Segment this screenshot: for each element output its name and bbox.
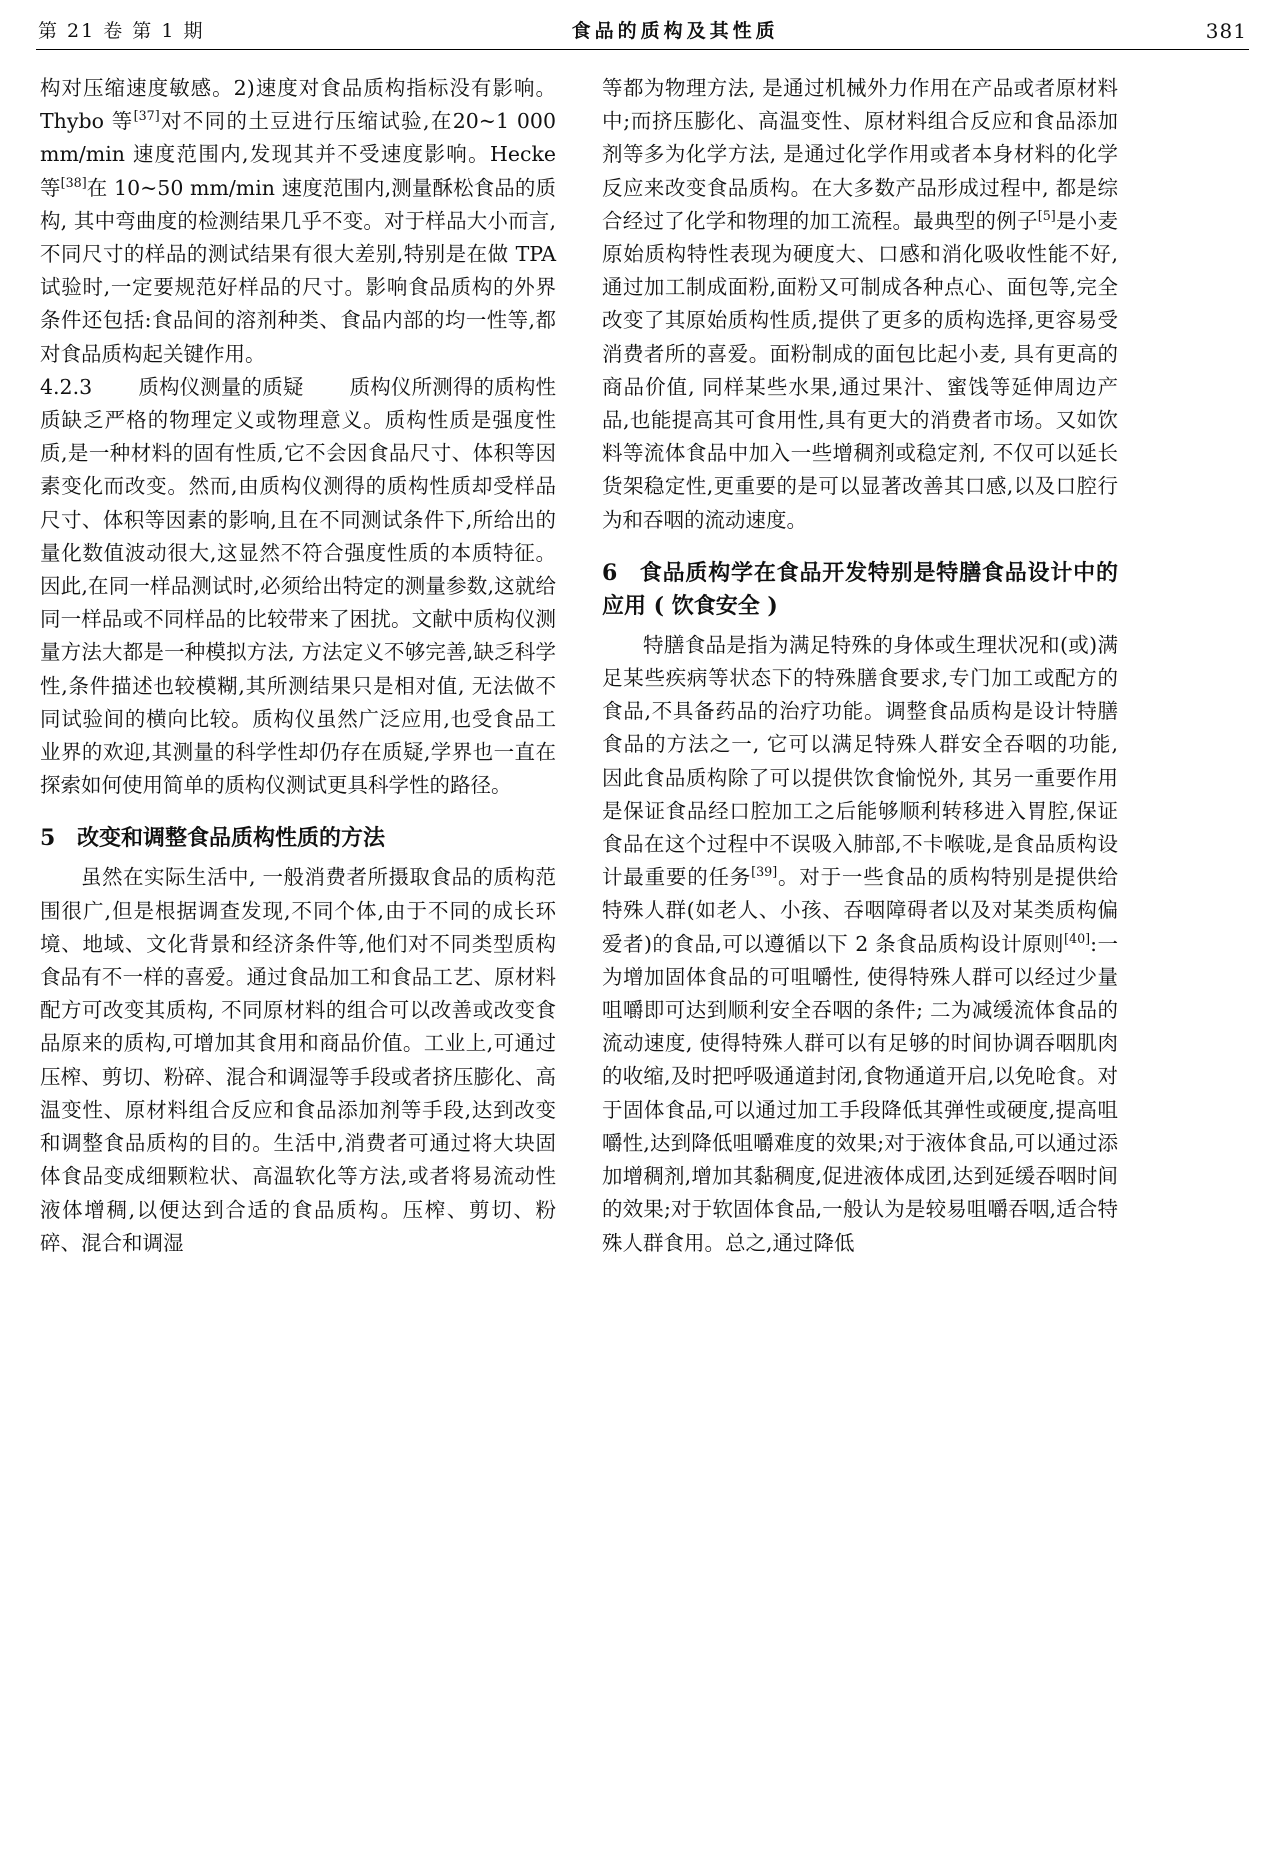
paragraph-text: 质构仪所测得的质构性质缺乏严格的物理定义或物理意义。质构性质是强度性质,是一种材料的固有性质,它不会因食品尺寸、体积等因素变化而改变。然而,由质构仪测得的质构性质却受样品尺寸、体积等因素的影响,且在不同测试条件下,所给出的量化数值波动很大,这显然不符合强度性质的本质特征。因此,在同一样品测试时,必须给出特定的测量参数,这就给同一样品或不同样品的比较带来了困扰。文献中质构仪测量方法大都是一种模拟方法, 方法定义不够完善,缺乏科学性,条件描述也较模糊,其所测结果只是相对值, 无法做不同试验间的横向比较。质构仪虽然广泛应用,也受食品工业界的欢迎,其测量的科学性却仍存在质疑,学界也一直在探索如何使用简单的质构仪测试更具科学性的路径。 [40, 374, 556, 798]
article-running-title: 食品的质构及其性质 [571, 20, 779, 42]
volume-issue: 第 21 卷 第 1 期 [38, 20, 205, 42]
section-title: 改变和调整食品质构性质的方法 [76, 825, 385, 852]
body-columns [26, 72, 1259, 1260]
subsection-paragraph [40, 371, 556, 803]
section-heading-6 [602, 557, 1118, 623]
section-title: 食品质构学在食品开发特别是特膳食品设计中的应用 ( 饮食安全 ) [602, 559, 1118, 619]
paragraph: 特膳食品是指为满足特殊的身体或生理状况和(或)满足某些疾病等状态下的特殊膳食要求,专门加工或配方的食品,不具备药品的治疗功能。调整食品质构是设计特膳食品的方法之一, 它可以满足特殊人群安全吞咽的功能, 因此食品质构除了可以提供饮食愉悦外, 其另一重要作用是保证食品经口腔加工之后能够顺利转移进入胃腔,保证食品在这个过程中不误吸入肺部,不卡喉咙,是食品质构设计最重要的任务[39]。对于一些食品的质构特别是提供给特殊人群(如老人、小孩、吞咽障碍者以及对某类质构偏爱者)的食品,可以遵循以下 2 条食品质构设计原则[40]:一为增加固体食品的可咀嚼性, 使得特殊人群可以经过少量咀嚼即可达到顺利安全吞咽的条件; 二为减缓流体食品的流动速度, 使得特殊人群可以有足够的时间协调吞咽肌肉的收缩,及时把呼吸通道封闭,食物通道开启,以免呛食。对于固体食品,可以通过加工手段降低其弹性或硬度,提高咀嚼性,达到降低咀嚼难度的效果;对于液体食品,可以通过添加增稠剂,增加其黏稠度,促进液体成团,达到延缓吞咽时间的效果;对于软固体食品,一般认为是较易咀嚼吞咽,适合特殊人群食用。总之,通过降低 [602, 632, 1119, 1255]
right-column [602, 72, 1118, 1260]
section-number: 6 [602, 559, 618, 586]
paragraph: 构对压缩速度敏感。2)速度对食品质构指标没有影响。Thybo 等[37]对不同的土豆进行压缩试验,在20~1 000 mm/min 速度范围内,发现其并不受速度影响。Hecke 等[38]在 10~50 mm/min 速度范围内,测量酥松食品的质构, 其中弯曲度的检测结果几乎不变。对于样品大小而言,不同尺寸的样品的测试结果有很大差别,特别是在做 TPA 试验时,一定要规范好样品的尺寸。影响食品质构的外界条件还包括:食品间的溶剂种类、食品内部的均一性等,都对食品质构起关键作用。 [40, 76, 556, 366]
running-head [26, 0, 1259, 49]
subsection-number: 4.2.3 [40, 374, 93, 399]
paragraph: 等都为物理方法, 是通过机械外力作用在产品或者原材料中;而挤压膨化、高温变性、原材料组合反应和食品添加剂等多为化学方法, 是通过化学作用或者本身材料的化学反应来改变食品质构。在大多数产品形成过程中, 都是综合经过了化学和物理的加工流程。最典型的例子[5]是小麦原始质构特性表现为硬度大、口感和消化吸收性能不好,通过加工制成面粉,面粉又可制成各种点心、面包等,完全改变了其原始质构性质,提供了更多的质构选择,更容易受消费者所的喜爱。面粉制成的面包比起小麦, 具有更高的商品价值, 同样某些水果,通过果汁、蜜饯等延伸周边产品,也能提高其可食用性,具有更大的消费者市场。又如饮料等流体食品中加入一些增稠剂或稳定剂, 不仅可以延长货架稳定性,更重要的是可以显著改善其口感,以及口腔行为和吞咽的流动速度。 [602, 76, 1118, 532]
paragraph: 虽然在实际生活中, 一般消费者所摄取食品的质构范围很广,但是根据调查发现,不同个体,由于不同的成长环境、地域、文化背景和经济条件等,他们对不同类型质构食品有不一样的喜爱。通过食品加工和食品工艺、原材料配方可改变其质构, 不同原材料的组合可以改善或改变食品原来的质构,可增加其食用和商品价值。工业上,可通过压榨、剪切、粉碎、混合和调湿等手段或者挤压膨化、高温变性、原材料组合反应和食品添加剂等手段,达到改变和调整食品质构的目的。生活中,消费者可通过将大块固体食品变成细颗粒状、高温软化等方法,或者将易流动性液体增稠,以便达到合适的食品质构。压榨、剪切、粉碎、混合和调湿 [40, 865, 556, 1255]
section-number: 5 [40, 825, 56, 852]
page-number: 381 [1205, 19, 1247, 43]
left-column [40, 72, 556, 1260]
section-heading-5 [40, 822, 556, 855]
subsection-title: 质构仪测量的质疑 [138, 374, 304, 399]
header-divider [36, 49, 1249, 50]
